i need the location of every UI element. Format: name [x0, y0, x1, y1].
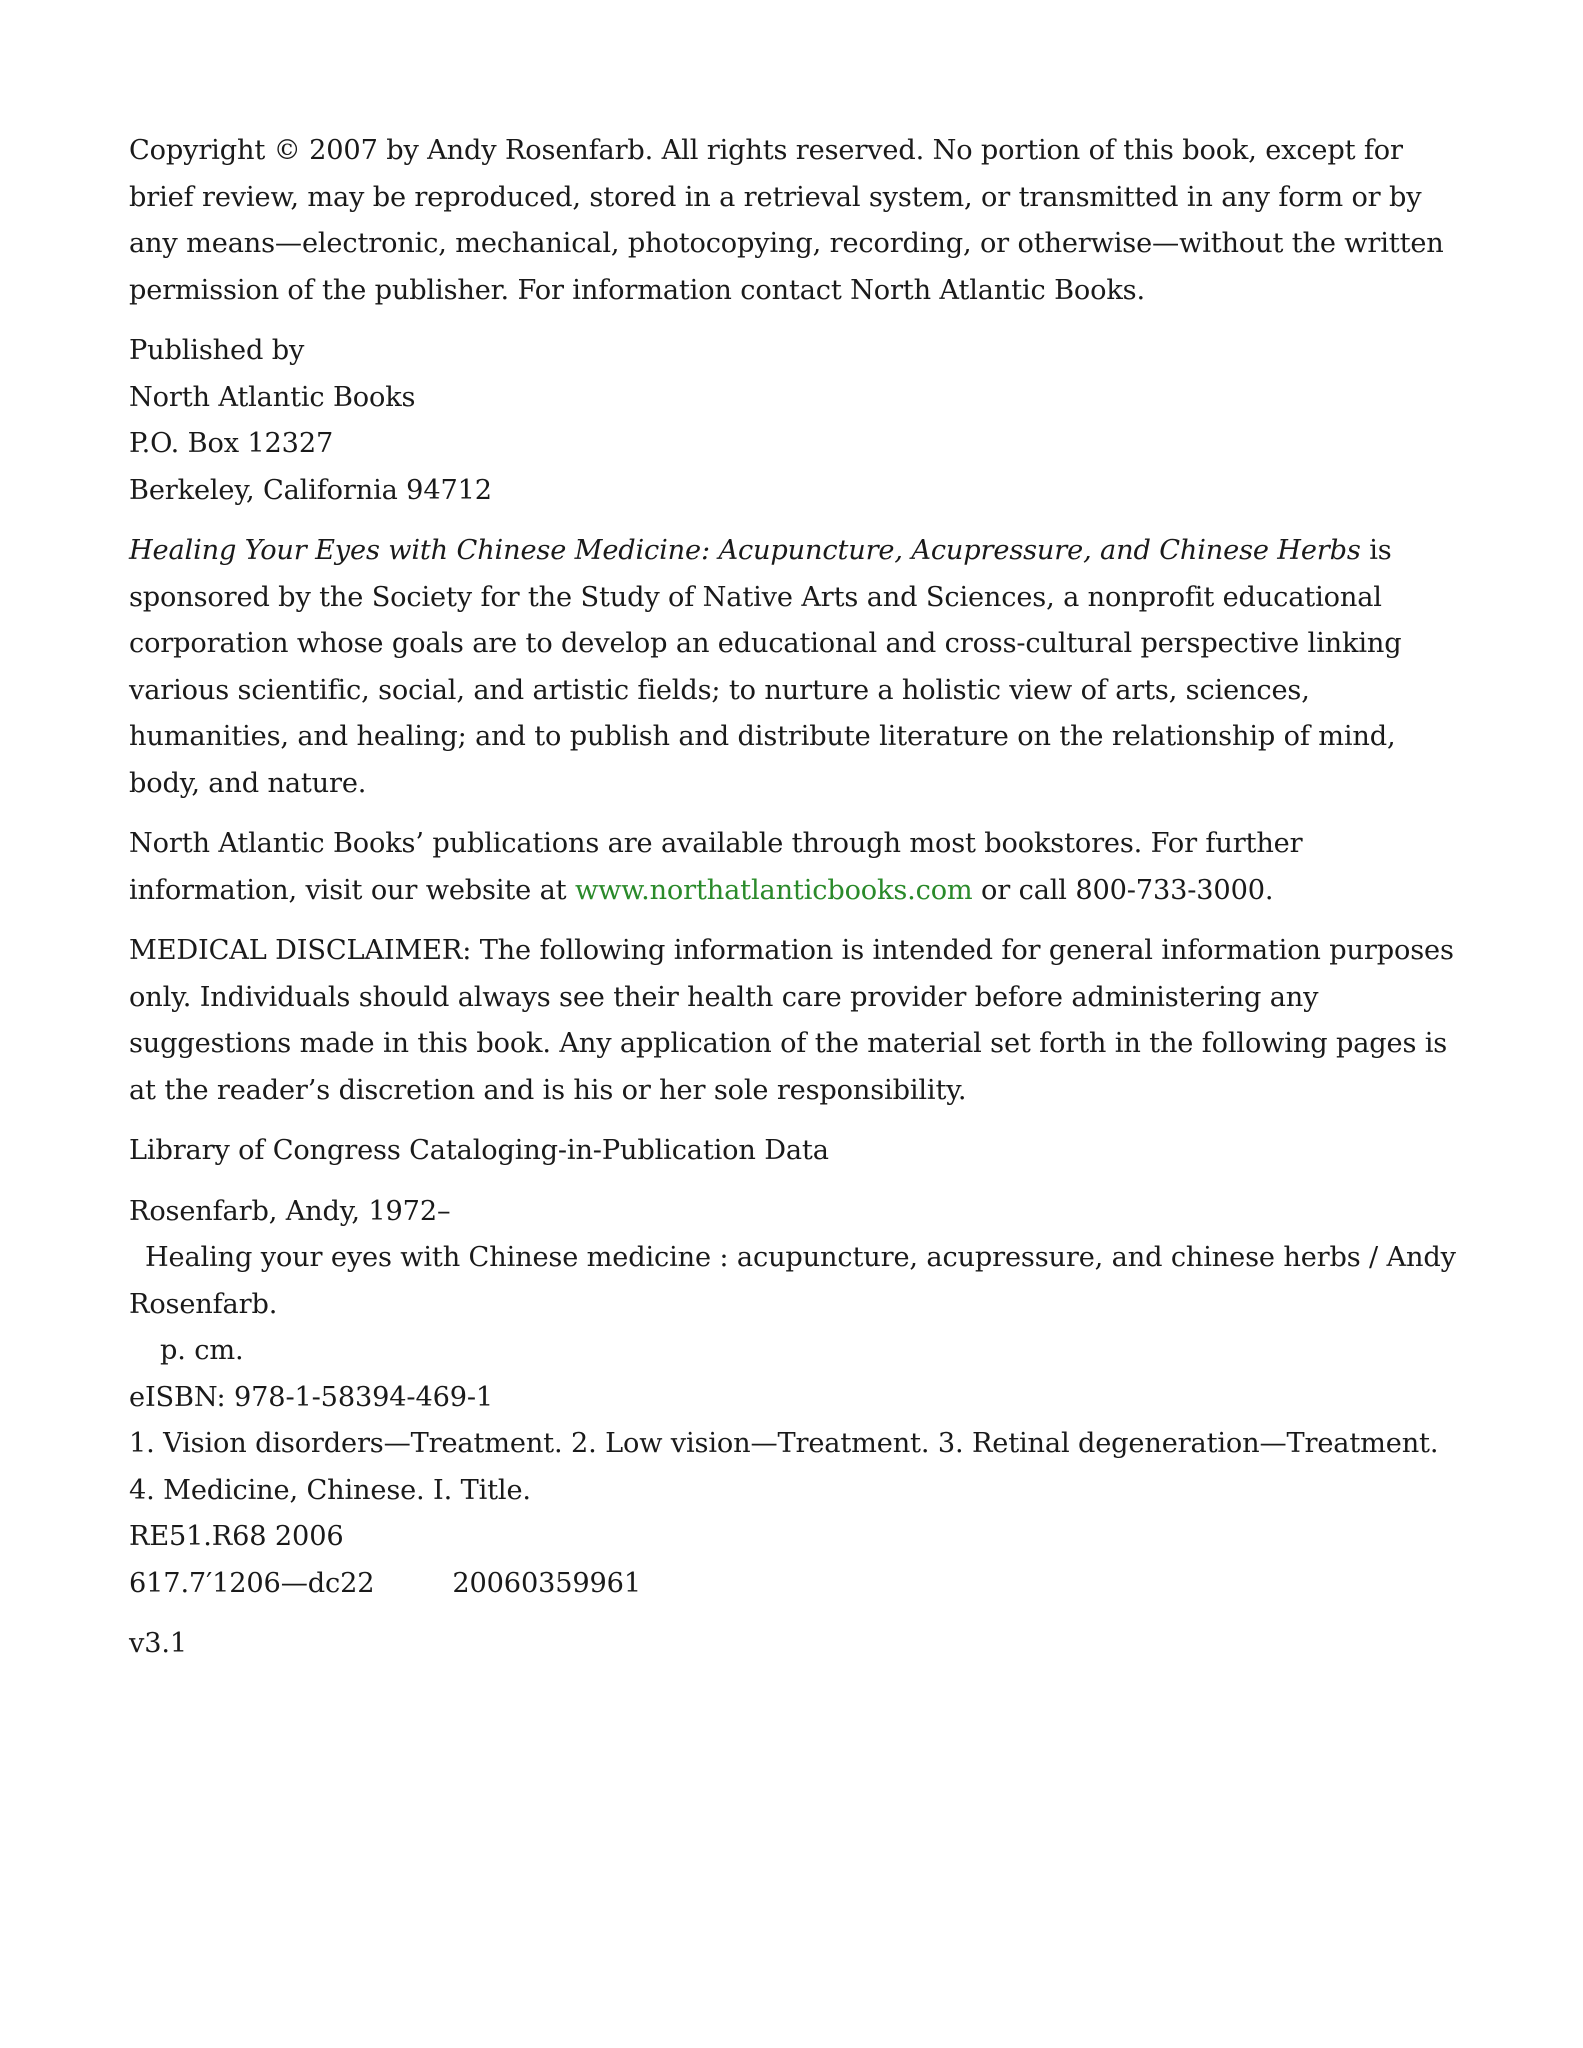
publisher-name: North Atlantic Books — [129, 381, 416, 413]
cip-eisbn: eISBN: 978-1-58394-469-1 — [129, 1381, 494, 1413]
cip-lc-class: RE51.R68 2006 — [129, 1521, 344, 1552]
copyright-page — [129, 128, 1459, 1682]
cip-subjects-2: 4. Medicine, Chinese. I. Title. — [129, 1474, 531, 1506]
cip-dewey: 617.7′1206—dc22 — [129, 1567, 375, 1599]
cip-pages: p. cm. — [160, 1335, 244, 1366]
cip-title: Healing your eyes with Chinese medicine : acupuncture, acupressure, and chinese herbs / Andy — [145, 1242, 1456, 1273]
availability-phone-text: or call 800-733-3000. — [972, 874, 1274, 906]
cip-heading: Library of Congress Cataloging-in-Publication Data — [129, 1135, 829, 1166]
availability-paragraph — [129, 821, 1459, 914]
copyright-notice: Copyright © 2007 by Andy Rosenfarb. All rights reserved. No portion of this book, except for brief review, may be reproduced, stored in a retrieval system, or transmitted in any form or by any means—electronic, mechanical, photocopying, recording, or otherwise—without the written permission of the publisher. For information contact North Atlantic Books. — [129, 135, 1444, 306]
sponsor-paragraph — [129, 528, 1459, 807]
cip-record — [129, 1189, 1459, 1608]
availability-text: North Atlantic Books’ publications are available through most bookstores. For further information, visit our website at — [129, 828, 1303, 906]
sponsor-text: is sponsored by the Society for the Study of Native Arts and Sciences, a nonprofit educational corporation whose goals are to develop an educational and cross-cultural perspective linking various scientific, social, and artistic fields; to nurture a holistic view of arts, sciences, humanities, and healing; and to publish and distribute literature on the relationship of mind, body, and nature. — [129, 535, 1402, 799]
cip-lccn: 20060359961 — [452, 1567, 641, 1599]
book-title: Healing Your Eyes with Chinese Medicine: Acupuncture, Acupressure, and Chinese Herbs — [129, 535, 1361, 566]
cip-author: Rosenfarb, Andy, 1972– — [129, 1195, 451, 1227]
medical-disclaimer: MEDICAL DISCLAIMER: The following information is intended for general information purposes only. Individuals should always see their health care provider before administering any suggestions made in this book. Any application of the material set forth in the following pages is at the reader’s discretion and is his or her sole responsibility. — [129, 935, 1454, 1106]
cip-dewey-line — [129, 1561, 1459, 1608]
publisher-po-box: P.O. Box 12327 — [129, 428, 334, 459]
published-by-label: Published by — [129, 335, 305, 366]
website-link[interactable]: www.northatlanticbooks.com — [574, 874, 973, 906]
publisher-address — [129, 328, 1459, 514]
version-label: v3.1 — [129, 1628, 187, 1659]
cip-title-continued: Rosenfarb. — [129, 1288, 278, 1320]
cip-subjects-1: 1. Vision disorders—Treatment. 2. Low vision—Treatment. 3. Retinal degeneration—Treatment. — [129, 1428, 1439, 1459]
publisher-city: Berkeley, California 94712 — [129, 474, 492, 506]
